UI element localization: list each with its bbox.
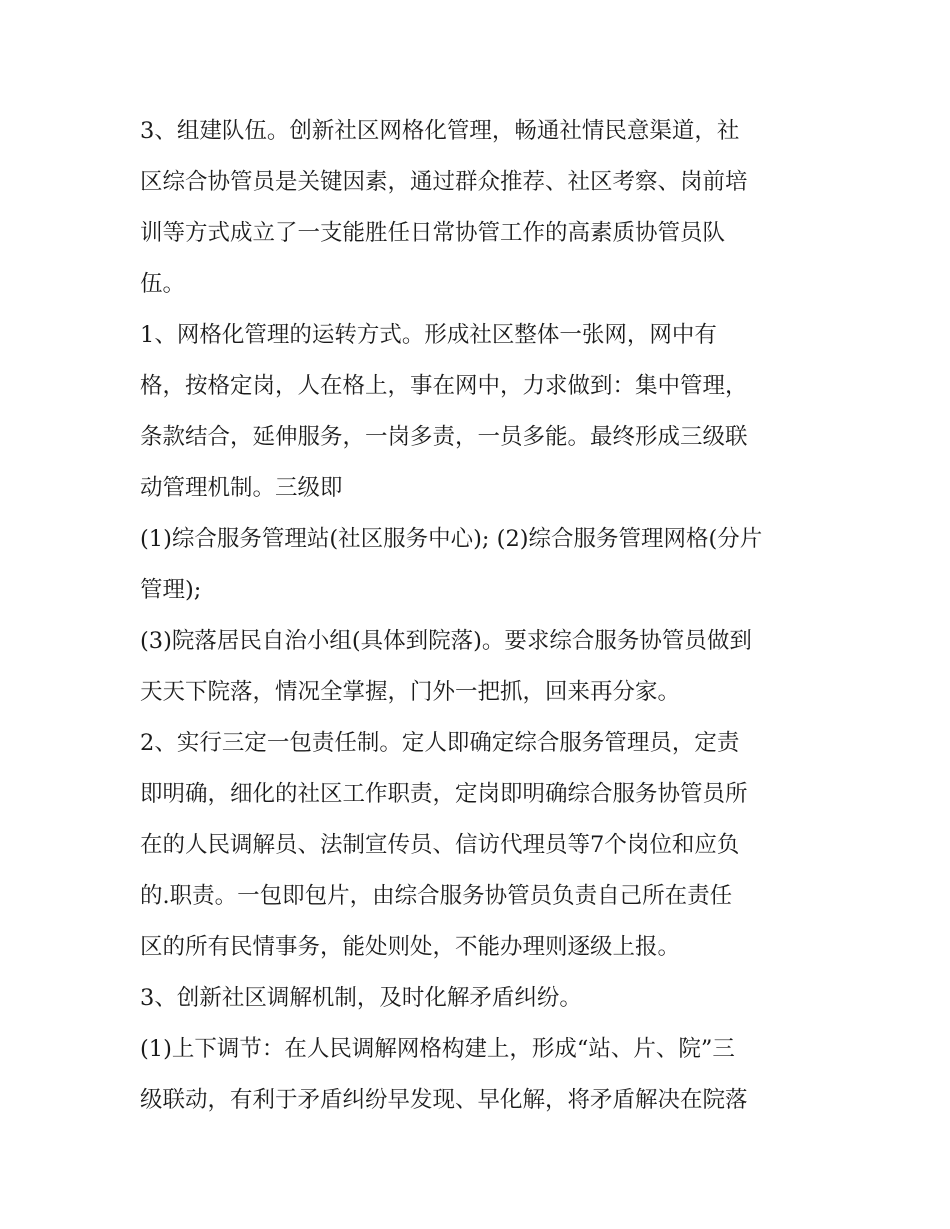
text-line: 区综合协管员是关键因素，通过群众推荐、社区考察、岗前培 xyxy=(140,169,748,195)
text-line: 管理); xyxy=(140,577,202,603)
text-line: 3、创新社区调解机制，及时化解矛盾纠纷。 xyxy=(140,985,582,1011)
text-line: 即明确，细化的社区工作职责，定岗即明确综合服务协管员所 xyxy=(140,781,748,807)
text-line: 在的人民调解员、法制宣传员、信访代理员等7个岗位和应负 xyxy=(140,832,740,858)
document-body xyxy=(140,106,820,1126)
text-line: 条款结合，延伸服务，一岗多责，一员多能。最终形成三级联 xyxy=(140,424,748,450)
text-line: 天天下院落，情况全掌握，门外一把抓，回来再分家。 xyxy=(140,679,681,705)
text-line: 1、网格化管理的运转方式。形成社区整体一张网，网中有 xyxy=(140,322,717,348)
text-line: 区的所有民情事务，能处则处，不能办理则逐级上报。 xyxy=(140,934,681,960)
text-line: 格，按格定岗，人在格上，事在网中，力求做到：集中管理， xyxy=(140,373,748,399)
text-line: (1)上下调节：在人民调解网格构建上，形成“站、片、院”三 xyxy=(140,1036,735,1062)
text-line: (3)院落居民自治小组(具体到院落)。要求综合服务协管员做到 xyxy=(140,628,752,654)
text-line: (1)综合服务管理站(社区服务中心); (2)综合服务管理网格(分片 xyxy=(140,526,763,552)
text-line: 2、实行三定一包责任制。定人即确定综合服务管理员，定责 xyxy=(140,730,740,756)
text-line: 训等方式成立了一支能胜任日常协管工作的高素质协管员队 xyxy=(140,220,726,246)
text-line: 伍。 xyxy=(140,271,186,297)
text-line: 3、组建队伍。创新社区网格化管理，畅通社情民意渠道，社 xyxy=(140,118,740,144)
text-line: 动管理机制。三级即 xyxy=(140,475,343,501)
text-line: 的.职责。一包即包片，由综合服务协管员负责自己所在责任 xyxy=(140,883,733,909)
text-line: 级联动，有利于矛盾纠纷早发现、早化解，将矛盾解决在院落 xyxy=(140,1087,748,1113)
